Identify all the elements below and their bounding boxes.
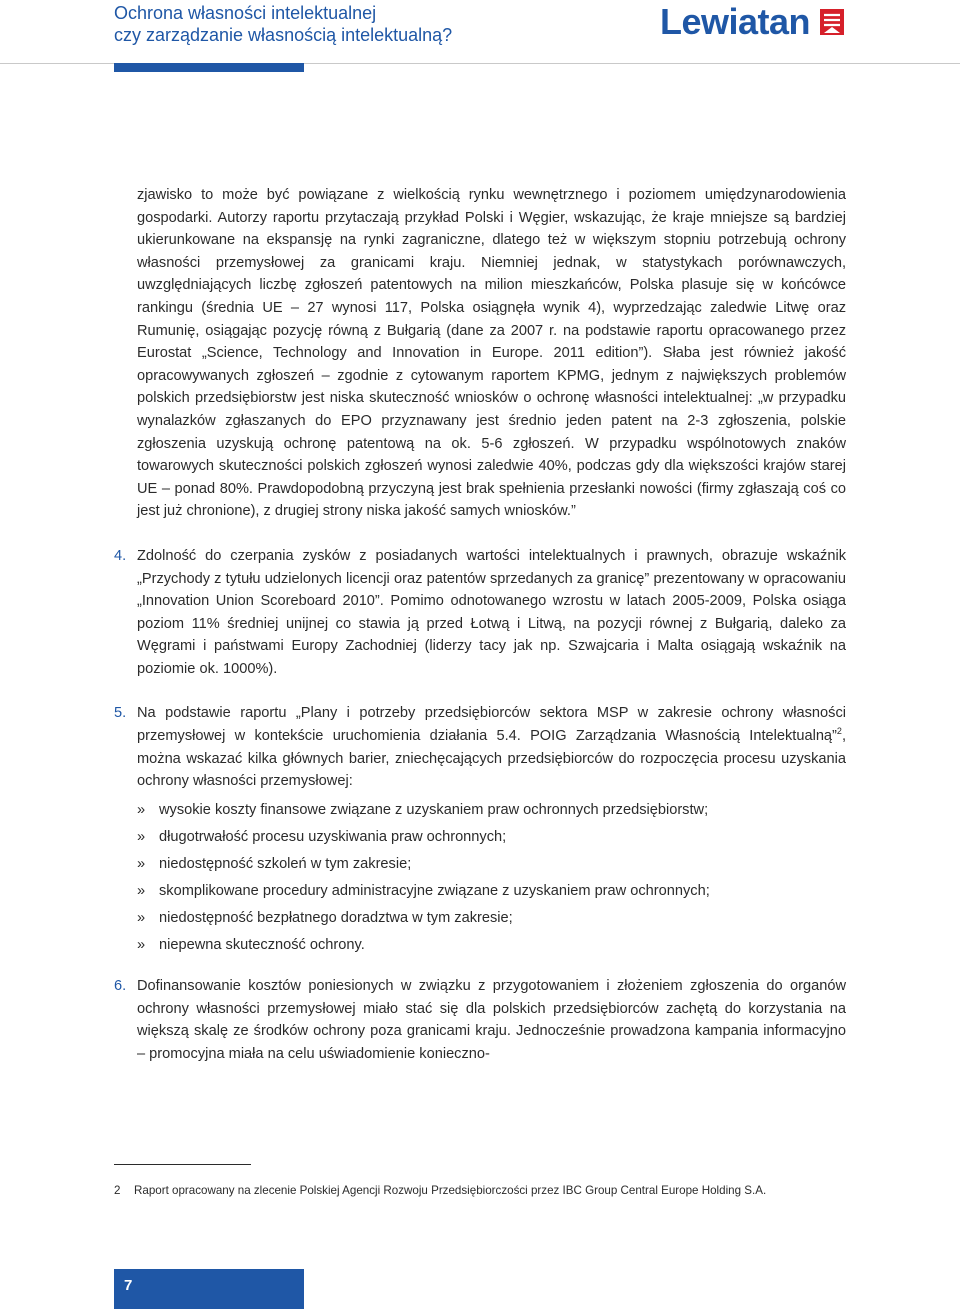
item-text: Dofinansowanie kosztów poniesionych w związku z przygotowaniem i złożeniem zgłoszenia do organów ochrony własności przemysłowej miało stać się dla polskich przedsiębiorców zachętą do korzystania na większą skalę ze środków ochrony poza granicami kraju. Jednocześnie prowadzona kampania informacyjno – promocyjna miała na celu uświadomienie konieczno-: [137, 977, 846, 1062]
document-title: [114, 2, 452, 46]
list-item: » wysokie koszty finansowe związane z uzyskaniem praw ochronnych przedsiębiorstw;: [137, 799, 846, 822]
bullet-chevron-icon: »: [137, 828, 146, 845]
item-number: 6.: [114, 977, 127, 994]
document-title-line-1: Ochrona własności intelektualnej: [114, 3, 377, 23]
list-item: » niedostępność szkoleń w tym zakresie;: [137, 853, 846, 876]
page-number-box: [114, 1269, 304, 1309]
list-item-4: [114, 545, 846, 681]
item-text: Zdolność do czerpania zysków z posiadanych wartości intelektualnych i prawnych, obrazuje wskaźnik „Przychody z tytułu udzielonych licencji oraz patentów sprzedanych za granicę” prezentowany w opracowaniu „Innovation Union Scoreboard 2010”. Pomimo odnotowanego wzrostu w latach 2005-2009, Polska osiąga poziom 11% średniej unijnej co stawia ją przed Łotwą i Litwą, na pozycji równej z Bułgarią, daleko za Węgrami i państwami Europy Zachodniej (liderzy tacy jak np. Szwajcaria i Malta osiągają wskaźnik na poziomie ok. 1000%).: [137, 547, 846, 677]
bullet-chevron-icon: »: [137, 883, 146, 900]
list-item-5: [114, 702, 846, 956]
footnote: [114, 1183, 854, 1199]
logo-wordmark: Lewiatan: [659, 1, 810, 42]
footnote-number: 2: [114, 1184, 121, 1197]
bullet-chevron-icon: »: [137, 937, 146, 954]
bullet-chevron-icon: »: [137, 910, 146, 927]
footnote-reference[interactable]: 2: [836, 726, 842, 737]
lewiatan-emblem-icon: [818, 7, 846, 37]
header-accent-bar: [114, 63, 304, 72]
item-text-continued: , można wskazać kilka głównych barier, zniechęcających przedsiębiorców do rozpoczęcia procesu uzyskania ochrony własności przemysłowej:: [137, 728, 846, 790]
item-number: 5.: [114, 705, 127, 722]
item-number: 4.: [114, 547, 127, 564]
list-item: » skomplikowane procedury administracyjne związane z uzyskaniem praw ochronnych;: [137, 880, 846, 903]
lewiatan-logo: [659, 1, 846, 42]
list-item: » niepewna skuteczność ochrony.: [137, 934, 846, 957]
document-title-line-2: czy zarządzanie własnością intelektualną?: [114, 25, 453, 45]
bullet-chevron-icon: »: [137, 801, 146, 818]
item-text: Na podstawie raportu „Plany i potrzeby przedsiębiorców sektora MSP w zakresie ochrony własności przemysłowej w kontekście uruchomienia działania 5.4. POIG Zarządzania Własnością Intelektualną”: [137, 705, 846, 745]
footnote-text: Raport opracowany na zlecenie Polskiej Agencji Rozwoju Przedsiębiorczości przez IBC Group Central Europe Holding S.A.: [134, 1184, 767, 1197]
main-content: [114, 184, 846, 1065]
page-number: 7: [124, 1277, 133, 1294]
footnote-divider: [114, 1164, 251, 1165]
list-item: » niedostępność bezpłatnego doradztwa w tym zakresie;: [137, 907, 846, 930]
bullet-chevron-icon: »: [137, 856, 146, 873]
list-item-6: [114, 975, 846, 1065]
intro-paragraph: zjawisko to może być powiązane z wielkością rynku wewnętrznego i poziomem umiędzynarodowienia gospodarki. Autorzy raportu przytaczają przykład Polski i Węgier, wskazując, że kraje mniejsze są bardziej ukierunkowane na ekspansję na rynki zagraniczne, dlatego też w większym stopniu potrzebują ochrony własności przemysłowej za granicami kraju. Niemniej jednak, w statystykach porównawczych, uwzględniających liczbę zgłoszeń patentowych na milion mieszkańców, Polska plasuje się w końcówce rankingu (średnia UE – 27 wynosi 117, Polska osiągnęła wynik 4), wyprzedzając zaledwie Litwę oraz Rumunię, osiągając pozycję równą z Bułgarią (dane za 2007 r. na podstawie raportu opracowanego przez Eurostat „Science, Technology and Innovation in Europe. 2011 edition”). Słaba jest również jakość opracowywanych zgłoszeń – zgodnie z cytowanym raportem KPMG, jednym z największych problemów polskich przedsiębiorstw jest niska skuteczność wniosków o ochronę własności intelektualnej: „w przypadku wynalazków zgłaszanych do EPO przyznawany jest średnio jeden patent na 2-3 zgłoszenia, polskie zgłoszenia uzyskują ochronę patentową na ok. 5-6 zgłoszeń. W przypadku wspólnotowych znaków towarowych skuteczności polskich zgłoszeń wynosi zaledwie 40%, podczas gdy dla większości krajów starej UE – ponad 80%. Prawdopodobną przyczyną jest brak spełnienia przesłanki nowości (firmy zgłaszają coś co jest już chronione), z drugiej strony niska jakość samych wniosków.”: [137, 187, 846, 520]
barriers-list: [137, 799, 846, 957]
list-item: » długotrwałość procesu uzyskiwania praw ochronnych;: [137, 826, 846, 849]
